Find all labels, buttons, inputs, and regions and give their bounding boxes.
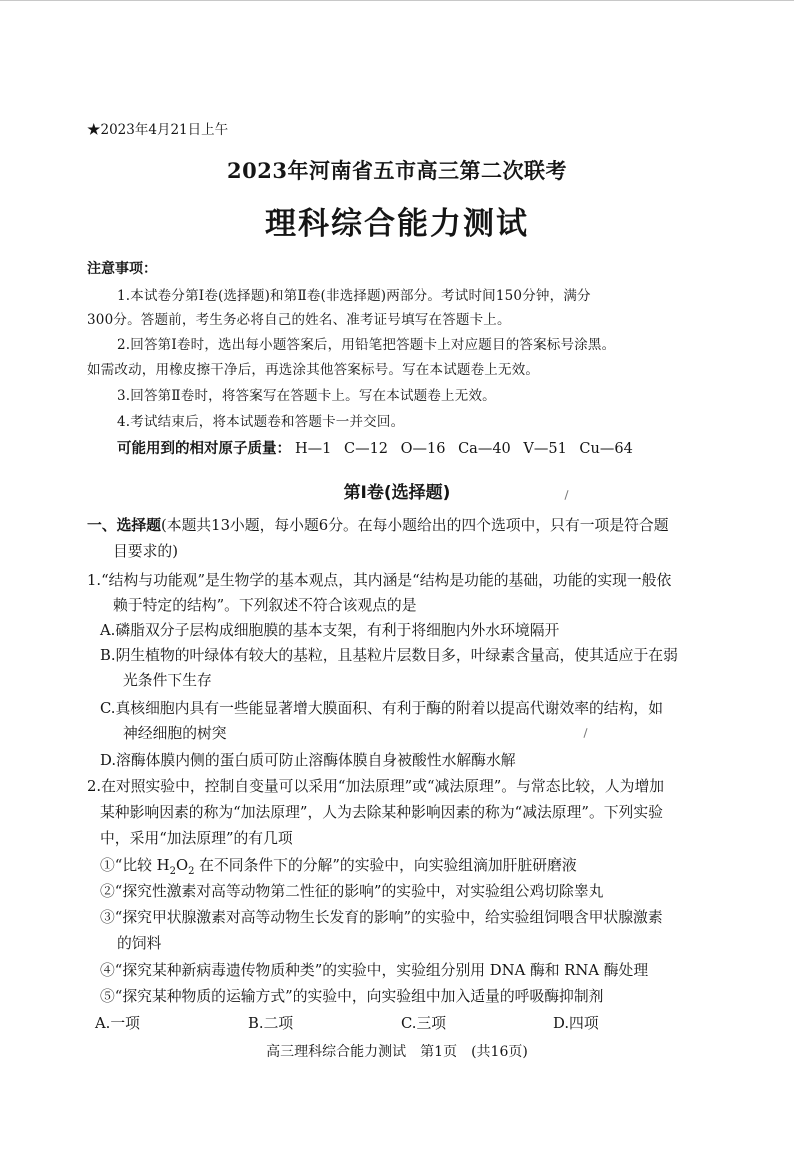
notice-item-1-line-2: 300分。答题前，考生务必将自己的姓名、准考证号填写在答题卡上。	[87, 312, 511, 328]
q2-option-b: B.二项	[248, 1015, 294, 1032]
notice-item-3: 3.回答第Ⅱ卷时，将答案写在答题卡上。写在本试题卷上无效。	[117, 388, 496, 404]
q1-option-b-line-2: 光条件下生存	[123, 672, 212, 689]
notice-item-2-line-2: 如需改动，用橡皮擦干净后，再选涂其他答案标号。写在本试题卷上无效。	[87, 362, 540, 378]
q2-item-1	[100, 854, 577, 877]
q1-option-a: A.磷脂双分子层构成细胞膜的基本支架，有利于将细胞内外水环境隔开	[100, 622, 560, 639]
q2-item-1-prefix: ①“比较 H	[100, 857, 170, 874]
q2-item-1-oxygen: O	[175, 857, 189, 874]
notice-item-2-line-1: 2.回答第Ⅰ卷时，选出每小题答案后，用铅笔把答题卡上对应题目的答案标号涂黑。	[117, 337, 616, 353]
notice-heading: 注意事项：	[87, 261, 157, 277]
q2-stem-line-3: 中，采用“加法原理”的有几项	[100, 830, 293, 847]
q2-item-4: ④“探究某种新病毒遗传物质种类”的实验中，实验组分别用 DNA 酶和 RNA 酶处理	[100, 962, 649, 979]
q2-item-2: ②“探究性激素对高等动物第二性征的影响”的实验中，对实验组公鸡切除睾丸	[100, 883, 604, 900]
q2-item-3-line-1: ③“探究甲状腺激素对高等动物生长发育的影响”的实验中，给实验组饲喂含甲状腺激素	[100, 909, 663, 926]
q2-item-1-subscript-2: 2	[188, 865, 195, 877]
q2-item-3-line-2: 的饲料	[117, 935, 162, 952]
q1-stem-line-1: 1.“结构与功能观”是生物学的基本观点，其内涵是“结构是功能的基础，功能的实现一般依	[87, 572, 672, 589]
notice-item-4: 4.考试结束后，将本试题卷和答题卡一并交回。	[117, 414, 405, 430]
q2-item-5: ⑤“探究某种物质的运输方式”的实验中，向实验组中加入适量的呼吸酶抑制剂	[100, 988, 604, 1005]
exam-subject-title: 理科综合能力测试	[265, 206, 529, 242]
q1-option-c-line-2: 神经细胞的树突	[123, 725, 227, 742]
q2-stem-line-1: 2.在对照实验中，控制自变量可以采用“加法原理”或“减法原理”。与常态比较，人为增加	[87, 778, 665, 795]
q2-item-1-subscript-1: 2	[169, 865, 176, 877]
atomic-masses-label: 可能用到的相对原子质量：	[117, 441, 291, 457]
section-title: 第Ⅰ卷(选择题)	[343, 483, 451, 503]
page-footer: 高三理科综合能力测试 第1页 (共16页)	[266, 1044, 528, 1060]
section-heading-text: (本题共13小题，每小题6分。在每小题给出的四个选项中，只有一项是符合题	[161, 517, 669, 534]
exam-date: ★2023年4月21日上午	[87, 122, 229, 138]
notice-item-1-line-1: 1.本试卷分第Ⅰ卷(选择题)和第Ⅱ卷(非选择题)两部分。考试时间150分钟，满分	[117, 288, 591, 304]
q1-option-b-line-1: B.阴生植物的叶绿体有较大的基粒，且基粒片层数目多，叶绿素含量高，使其适应于在弱	[100, 647, 678, 664]
scan-edge-line	[0, 0, 794, 1]
section-heading-label: 一、选择题	[87, 517, 161, 534]
exam-name: 2023年河南省五市高三第二次联考	[227, 158, 567, 183]
section-heading-line-2: 目要求的)	[113, 543, 178, 560]
q2-stem-line-2: 某种影响因素的称为“加法原理”，人为去除某种影响因素的称为“减法原理”。下列实验	[100, 804, 663, 821]
q2-option-a: A.一项	[95, 1015, 140, 1032]
q1-stem-line-2: 赖于特定的结构”。下列叙述不符合该观点的是	[113, 597, 417, 614]
q2-option-c: C.三项	[401, 1015, 447, 1032]
atomic-masses-line	[117, 437, 633, 458]
q2-option-d: D.四项	[553, 1015, 599, 1032]
atomic-masses-values: H—1 C—12 O—16 Ca—40 V—51 Cu—64	[295, 441, 633, 457]
section-heading-line-1	[87, 514, 669, 535]
scan-mark	[583, 728, 587, 738]
q1-option-c-line-1: C.真核细胞内具有一些能显著增大膜面积、有利于酶的附着以提高代谢效率的结构，如	[100, 700, 663, 717]
q2-item-1-suffix: 在不同条件下的分解”的实验中，向实验组滴加肝脏研磨液	[194, 857, 577, 874]
q1-option-d: D.溶酶体膜内侧的蛋白质可防止溶酶体膜自身被酸性水解酶水解	[100, 752, 516, 769]
